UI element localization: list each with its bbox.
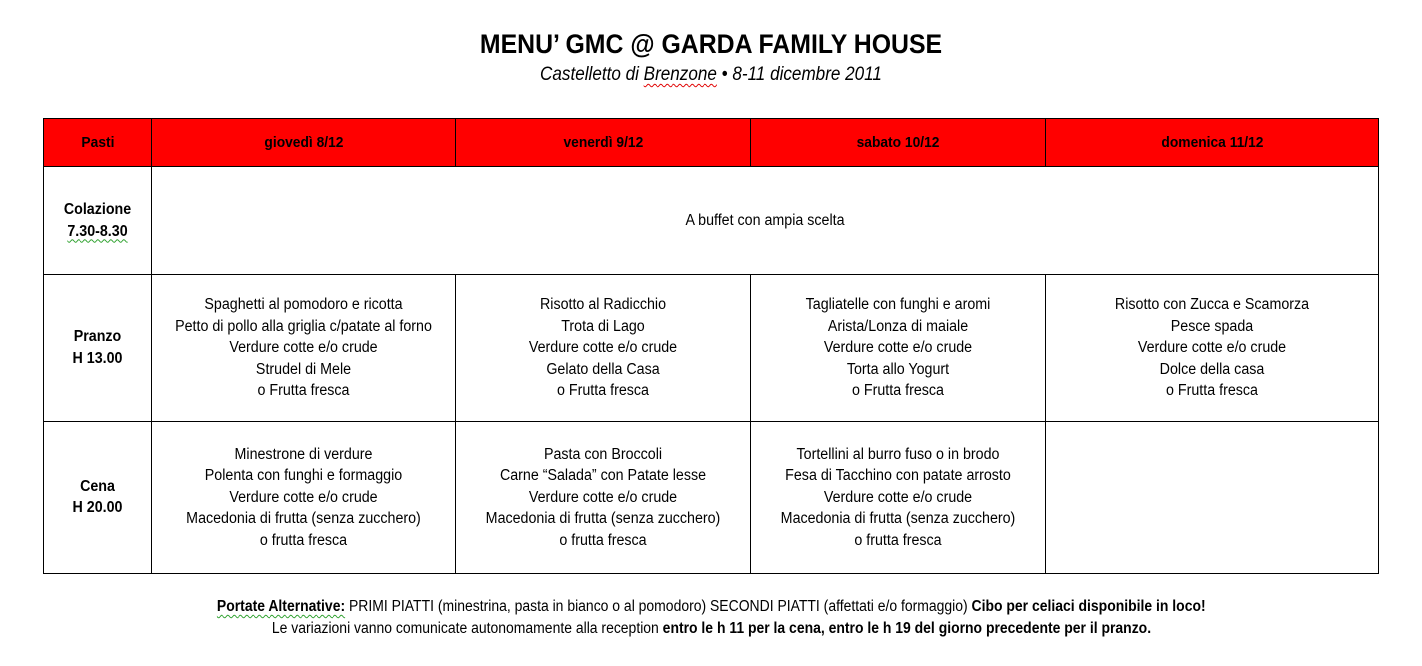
dish-line: Trota di Lago [561,317,645,335]
dish-line: Arista/Lonza di maiale [827,317,969,335]
variations-text: Le variazioni vanno comunicate autonomamente alla reception [271,620,663,637]
day-cell [152,421,456,573]
subtitle-suffix: • 8-11 dicembre 2011 [716,64,882,85]
meal-name: Colazione [63,201,132,219]
footer-variations [0,620,1422,638]
meal-cell [44,275,152,421]
dish-line: Verdure cotte e/o crude [528,488,678,506]
header-label: Pasti [80,134,114,152]
dish-line: Pesce spada [1170,317,1254,335]
dish-line: Verdure cotte e/o crude [528,339,678,357]
dish-line: Risotto al Radicchio [539,296,667,314]
alternatives-text: PRIMI PIATTI (minestrina, pasta in bianco o al pomodoro) SECONDI PIATTI (affettati e/o formaggio) [344,598,972,615]
day-cell [751,421,1046,573]
dish-line: Macedonia di frutta (senza zucchero) [186,510,421,528]
day-cell [751,275,1046,421]
alternatives-label: Portate Alternative: [216,598,345,615]
dish-line: Macedonia di frutta (senza zucchero) [485,510,721,528]
header-label: venerdì 9/12 [563,134,643,152]
header-day [751,119,1046,167]
dish-line: Macedonia di frutta (senza zucchero) [780,510,1016,528]
dish-line: Strudel di Mele [255,360,352,378]
dish-line: Polenta con funghi e formaggio [204,467,403,485]
header-day [152,119,456,167]
table-row-pranzo [44,275,1379,421]
dish-line: Torta allo Yogurt [846,360,950,378]
subtitle-prefix: Castelletto di [540,64,644,85]
dish-line: Verdure cotte e/o crude [823,339,973,357]
header-label: domenica 11/12 [1160,134,1264,152]
day-cell [152,275,456,421]
dish-line: o frutta fresca [259,531,348,549]
header-label: giovedì 8/12 [263,134,344,152]
subtitle-place: Brenzone [643,64,717,85]
dish-line: Gelato della Casa [546,360,660,378]
dish-line: Petto di pollo alla griglia c/patate al forno [175,317,432,335]
document-title: MENU’ GMC @ GARDA FAMILY HOUSE [479,29,943,59]
meal-name: Cena [80,477,115,495]
day-cell [456,275,751,421]
day-cell [1046,421,1379,573]
header-day [456,119,751,167]
dish-line: o Frutta fresca [852,382,944,400]
meal-time: H 20.00 [72,499,123,517]
meal-time: H 13.00 [72,349,123,367]
dish-line: Verdure cotte e/o crude [823,488,973,506]
dish-line: Tortellini al burro fuso o in brodo [796,445,1000,463]
dish-line: o frutta fresca [854,531,942,549]
document-subtitle [71,64,1351,86]
footer-alternatives [0,598,1422,616]
dish-line: o Frutta fresca [1166,382,1258,400]
day-cell [1046,275,1379,421]
header-label: sabato 10/12 [856,134,940,152]
table-header-row [44,119,1379,167]
dish-line: Dolce della casa [1159,360,1265,378]
header-day [1046,119,1379,167]
dish-line: Fesa di Tacchino con patate arrosto [785,467,1011,485]
dish-line: o frutta fresca [559,531,647,549]
table-row-cena [44,421,1379,573]
celiac-note: Cibo per celiaci disponibile in loco! [971,598,1206,615]
dish-line: Verdure cotte e/o crude [229,339,378,357]
dish-line: o Frutta fresca [557,382,649,400]
dish-line: Carne “Salada” con Patate lesse [499,467,707,485]
table-row-colazione [44,167,1379,275]
meal-cell [44,421,152,573]
dish-line: Spaghetti al pomodoro e ricotta [204,296,403,314]
dish-line: Verdure cotte e/o crude [229,488,378,506]
dish-line: Tagliatelle con funghi e aromi [805,296,991,314]
dish-line: Risotto con Zucca e Scamorza [1114,296,1310,314]
meal-name: Pranzo [73,328,122,346]
dish-line: Minestrone di verdure [234,445,373,463]
breakfast-cell [152,167,1379,275]
meal-cell [44,167,152,275]
meal-time [48,221,146,243]
day-cell [456,421,751,573]
dish-line: Pasta con Broccoli [543,445,663,463]
dish-line: o Frutta fresca [257,382,350,400]
breakfast-text: A buffet con ampia scelta [685,211,845,229]
variations-deadline: entro le h 11 per la cena, entro le h 19 del giorno precedente per il pranzo. [662,620,1151,637]
menu-table [43,118,1379,574]
meal-time-text: 7.30-8.30 [67,222,128,240]
dish-line: Verdure cotte e/o crude [1137,339,1287,357]
header-meals [44,119,152,167]
